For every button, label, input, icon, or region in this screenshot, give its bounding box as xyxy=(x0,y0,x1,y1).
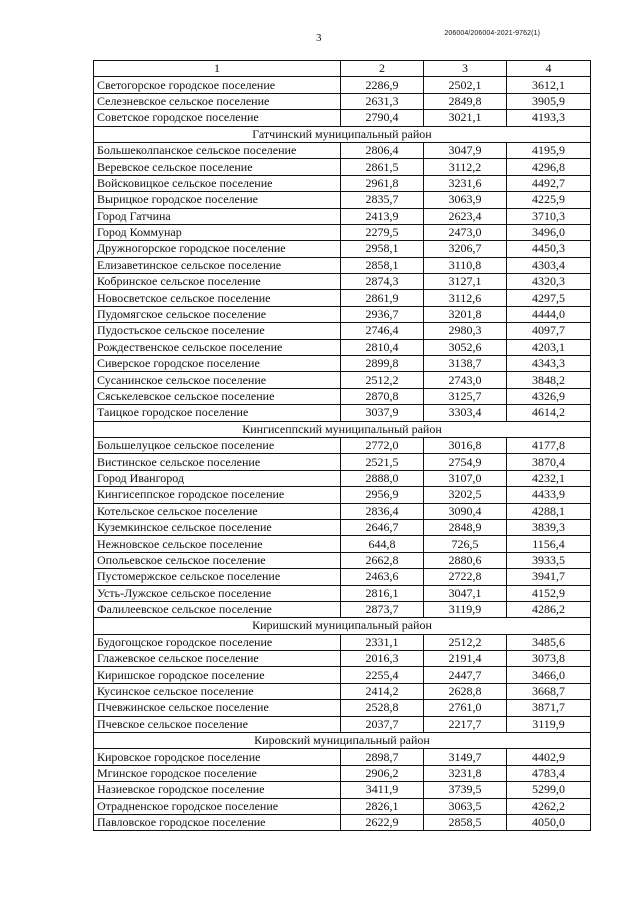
settlement-name-cell: Глажевское сельское поселение xyxy=(94,651,341,667)
settlement-name-cell: Куземкинское сельское поселение xyxy=(94,519,341,535)
settlement-name-cell: Сиверское городское поселение xyxy=(94,356,341,372)
value-cell: 3110,8 xyxy=(424,257,507,273)
table-row xyxy=(94,110,591,126)
settlement-name-cell: Павловское городское поселение xyxy=(94,814,341,830)
table-row xyxy=(94,372,591,388)
value-cell: 4177,8 xyxy=(507,437,591,453)
table-row xyxy=(94,77,591,93)
value-cell: 3739,5 xyxy=(424,782,507,798)
value-cell: 2848,9 xyxy=(424,519,507,535)
table-row xyxy=(94,208,591,224)
value-cell: 2512,2 xyxy=(424,634,507,650)
value-cell: 2880,6 xyxy=(424,552,507,568)
value-cell: 1156,4 xyxy=(507,536,591,552)
settlement-name-cell: Фалилеевское сельское поселение xyxy=(94,601,341,617)
section-header-row xyxy=(94,421,591,437)
value-cell: 4343,3 xyxy=(507,356,591,372)
table-row xyxy=(94,224,591,240)
settlement-name-cell: Сусанинское сельское поселение xyxy=(94,372,341,388)
column-header: 2 xyxy=(341,61,424,77)
value-cell: 2888,0 xyxy=(341,470,424,486)
value-cell: 2754,9 xyxy=(424,454,507,470)
value-cell: 4450,3 xyxy=(507,241,591,257)
value-cell: 3090,4 xyxy=(424,503,507,519)
table-row xyxy=(94,470,591,486)
settlement-name-cell: Сяськелевское сельское поселение xyxy=(94,388,341,404)
value-cell: 4296,8 xyxy=(507,159,591,175)
settlement-name-cell: Вырицкое городское поселение xyxy=(94,192,341,208)
table-row xyxy=(94,749,591,765)
value-cell: 2286,9 xyxy=(341,77,424,93)
settlement-name-cell: Город Гатчина xyxy=(94,208,341,224)
table-row xyxy=(94,798,591,814)
value-cell: 2521,5 xyxy=(341,454,424,470)
value-cell: 2623,4 xyxy=(424,208,507,224)
value-cell: 2413,9 xyxy=(341,208,424,224)
table-row xyxy=(94,601,591,617)
settlement-name-cell: Нежновское сельское поселение xyxy=(94,536,341,552)
value-cell: 4050,0 xyxy=(507,814,591,830)
value-cell: 2191,4 xyxy=(424,651,507,667)
table-row xyxy=(94,765,591,781)
table-row xyxy=(94,569,591,585)
value-cell: 4288,1 xyxy=(507,503,591,519)
value-cell: 3052,6 xyxy=(424,339,507,355)
value-cell: 2016,3 xyxy=(341,651,424,667)
value-cell: 3485,6 xyxy=(507,634,591,650)
value-cell: 3063,9 xyxy=(424,192,507,208)
value-cell: 2826,1 xyxy=(341,798,424,814)
table-row xyxy=(94,339,591,355)
value-cell: 3119,9 xyxy=(507,716,591,732)
value-cell: 3201,8 xyxy=(424,306,507,322)
value-cell: 3202,5 xyxy=(424,487,507,503)
value-cell: 3149,7 xyxy=(424,749,507,765)
value-cell: 3127,1 xyxy=(424,274,507,290)
table-row xyxy=(94,356,591,372)
value-cell: 2870,8 xyxy=(341,388,424,404)
table-row xyxy=(94,536,591,552)
value-cell: 4152,9 xyxy=(507,585,591,601)
value-cell: 4232,1 xyxy=(507,470,591,486)
settlement-name-cell: Пустомержское сельское поселение xyxy=(94,569,341,585)
value-cell: 3933,5 xyxy=(507,552,591,568)
value-cell: 3047,9 xyxy=(424,142,507,158)
table-row xyxy=(94,454,591,470)
value-cell: 2874,3 xyxy=(341,274,424,290)
value-cell: 2528,8 xyxy=(341,700,424,716)
table-row xyxy=(94,323,591,339)
table-row xyxy=(94,634,591,650)
value-cell: 2722,8 xyxy=(424,569,507,585)
value-cell: 2746,4 xyxy=(341,323,424,339)
table-header-row xyxy=(94,61,591,77)
table-row xyxy=(94,257,591,273)
table-row xyxy=(94,519,591,535)
value-cell: 3303,4 xyxy=(424,405,507,421)
value-cell: 2816,1 xyxy=(341,585,424,601)
value-cell: 2835,7 xyxy=(341,192,424,208)
value-cell: 3206,7 xyxy=(424,241,507,257)
value-cell: 2279,5 xyxy=(341,224,424,240)
value-cell: 3138,7 xyxy=(424,356,507,372)
settlement-name-cell: Елизаветинское сельское поселение xyxy=(94,257,341,273)
value-cell: 2743,0 xyxy=(424,372,507,388)
value-cell: 3119,9 xyxy=(424,601,507,617)
settlement-name-cell: Пчевское сельское поселение xyxy=(94,716,341,732)
value-cell: 2037,7 xyxy=(341,716,424,732)
value-cell: 3941,7 xyxy=(507,569,591,585)
table-row xyxy=(94,683,591,699)
value-cell: 4262,2 xyxy=(507,798,591,814)
table-row xyxy=(94,552,591,568)
section-title: Гатчинский муниципальный район xyxy=(94,126,591,142)
value-cell: 3848,2 xyxy=(507,372,591,388)
table-row xyxy=(94,93,591,109)
value-cell: 5299,0 xyxy=(507,782,591,798)
value-cell: 2906,2 xyxy=(341,765,424,781)
value-cell: 3668,7 xyxy=(507,683,591,699)
value-cell: 2463,6 xyxy=(341,569,424,585)
table-row xyxy=(94,700,591,716)
value-cell: 3047,1 xyxy=(424,585,507,601)
settlement-name-cell: Веревское сельское поселение xyxy=(94,159,341,175)
table-row xyxy=(94,290,591,306)
table-row xyxy=(94,388,591,404)
settlement-name-cell: Пчевжинское сельское поселение xyxy=(94,700,341,716)
table-row xyxy=(94,405,591,421)
value-cell: 4195,9 xyxy=(507,142,591,158)
value-cell: 2806,4 xyxy=(341,142,424,158)
section-title: Кингисеппский муниципальный район xyxy=(94,421,591,437)
value-cell: 4225,9 xyxy=(507,192,591,208)
data-table xyxy=(93,60,591,831)
section-header-row xyxy=(94,618,591,634)
table-row xyxy=(94,585,591,601)
value-cell: 726,5 xyxy=(424,536,507,552)
value-cell: 2956,9 xyxy=(341,487,424,503)
value-cell: 2899,8 xyxy=(341,356,424,372)
settlement-name-cell: Селезневское сельское поселение xyxy=(94,93,341,109)
table-row xyxy=(94,159,591,175)
settlement-name-cell: Кусинское сельское поселение xyxy=(94,683,341,699)
section-title: Киришский муниципальный район xyxy=(94,618,591,634)
value-cell: 2622,9 xyxy=(341,814,424,830)
value-cell: 2662,8 xyxy=(341,552,424,568)
table-row xyxy=(94,192,591,208)
page-number: 3 xyxy=(316,32,322,44)
value-cell: 4326,9 xyxy=(507,388,591,404)
value-cell: 4433,9 xyxy=(507,487,591,503)
value-cell: 2861,9 xyxy=(341,290,424,306)
value-cell: 3112,6 xyxy=(424,290,507,306)
table-row xyxy=(94,487,591,503)
table-row xyxy=(94,667,591,683)
value-cell: 4193,3 xyxy=(507,110,591,126)
value-cell: 2861,5 xyxy=(341,159,424,175)
value-cell: 3411,9 xyxy=(341,782,424,798)
value-cell: 3905,9 xyxy=(507,93,591,109)
table-row xyxy=(94,142,591,158)
value-cell: 2936,7 xyxy=(341,306,424,322)
table-row xyxy=(94,306,591,322)
value-cell: 2961,8 xyxy=(341,175,424,191)
value-cell: 2858,1 xyxy=(341,257,424,273)
value-cell: 2761,0 xyxy=(424,700,507,716)
value-cell: 3612,1 xyxy=(507,77,591,93)
table-body xyxy=(94,77,591,831)
settlement-name-cell: Таицкое городское поселение xyxy=(94,405,341,421)
settlement-name-cell: Светогорское городское поселение xyxy=(94,77,341,93)
value-cell: 2810,4 xyxy=(341,339,424,355)
value-cell: 3839,3 xyxy=(507,519,591,535)
settlement-name-cell: Назиевское городское поселение xyxy=(94,782,341,798)
settlement-name-cell: Советское городское поселение xyxy=(94,110,341,126)
settlement-name-cell: Котельское сельское поселение xyxy=(94,503,341,519)
settlement-name-cell: Рождественское сельское поселение xyxy=(94,339,341,355)
value-cell: 4203,1 xyxy=(507,339,591,355)
table-row xyxy=(94,175,591,191)
section-header-row xyxy=(94,126,591,142)
value-cell: 4783,4 xyxy=(507,765,591,781)
value-cell: 3871,7 xyxy=(507,700,591,716)
settlement-name-cell: Опольевское сельское поселение xyxy=(94,552,341,568)
value-cell: 2512,2 xyxy=(341,372,424,388)
value-cell: 2631,3 xyxy=(341,93,424,109)
settlement-name-cell: Кировское городское поселение xyxy=(94,749,341,765)
table-row xyxy=(94,241,591,257)
column-header: 4 xyxy=(507,61,591,77)
value-cell: 4492,7 xyxy=(507,175,591,191)
value-cell: 4614,2 xyxy=(507,405,591,421)
value-cell: 3112,2 xyxy=(424,159,507,175)
table-row xyxy=(94,437,591,453)
section-header-row xyxy=(94,733,591,749)
value-cell: 3231,6 xyxy=(424,175,507,191)
settlement-name-cell: Будогощское городское поселение xyxy=(94,634,341,650)
table-row xyxy=(94,651,591,667)
settlement-name-cell: Мгинское городское поселение xyxy=(94,765,341,781)
value-cell: 2217,7 xyxy=(424,716,507,732)
value-cell: 4402,9 xyxy=(507,749,591,765)
value-cell: 2628,8 xyxy=(424,683,507,699)
value-cell: 2898,7 xyxy=(341,749,424,765)
settlement-name-cell: Большелуцкое сельское поселение xyxy=(94,437,341,453)
value-cell: 3231,8 xyxy=(424,765,507,781)
value-cell: 2646,7 xyxy=(341,519,424,535)
value-cell: 3496,0 xyxy=(507,224,591,240)
value-cell: 2790,4 xyxy=(341,110,424,126)
value-cell: 3037,9 xyxy=(341,405,424,421)
value-cell: 2447,7 xyxy=(424,667,507,683)
value-cell: 2255,4 xyxy=(341,667,424,683)
value-cell: 2331,1 xyxy=(341,634,424,650)
settlement-name-cell: Киришское городское поселение xyxy=(94,667,341,683)
value-cell: 2772,0 xyxy=(341,437,424,453)
value-cell: 3016,8 xyxy=(424,437,507,453)
table-row xyxy=(94,814,591,830)
value-cell: 3125,7 xyxy=(424,388,507,404)
value-cell: 3073,8 xyxy=(507,651,591,667)
settlement-name-cell: Новосветское сельское поселение xyxy=(94,290,341,306)
document-id: 206004/206004-2021-9762(1) xyxy=(444,30,540,37)
value-cell: 3870,4 xyxy=(507,454,591,470)
settlement-name-cell: Город Ивангород xyxy=(94,470,341,486)
column-header: 3 xyxy=(424,61,507,77)
value-cell: 4297,5 xyxy=(507,290,591,306)
value-cell: 2873,7 xyxy=(341,601,424,617)
table-row xyxy=(94,503,591,519)
value-cell: 4444,0 xyxy=(507,306,591,322)
settlement-name-cell: Усть-Лужское сельское поселение xyxy=(94,585,341,601)
value-cell: 2849,8 xyxy=(424,93,507,109)
value-cell: 3021,1 xyxy=(424,110,507,126)
value-cell: 3063,5 xyxy=(424,798,507,814)
settlement-name-cell: Кобринское сельское поселение xyxy=(94,274,341,290)
section-title: Кировский муниципальный район xyxy=(94,733,591,749)
value-cell: 2473,0 xyxy=(424,224,507,240)
value-cell: 2958,1 xyxy=(341,241,424,257)
settlement-name-cell: Дружногорское городское поселение xyxy=(94,241,341,257)
value-cell: 2858,5 xyxy=(424,814,507,830)
table-row xyxy=(94,716,591,732)
settlement-name-cell: Пудостьское сельское поселение xyxy=(94,323,341,339)
value-cell: 4097,7 xyxy=(507,323,591,339)
settlement-name-cell: Войсковицкое сельское поселение xyxy=(94,175,341,191)
settlement-name-cell: Кингисеппское городское поселение xyxy=(94,487,341,503)
value-cell: 4320,3 xyxy=(507,274,591,290)
settlement-name-cell: Отрадненское городское поселение xyxy=(94,798,341,814)
table-row xyxy=(94,782,591,798)
value-cell: 3710,3 xyxy=(507,208,591,224)
settlement-name-cell: Пудомягское сельское поселение xyxy=(94,306,341,322)
settlement-name-cell: Большеколпанское сельское поселение xyxy=(94,142,341,158)
value-cell: 644,8 xyxy=(341,536,424,552)
value-cell: 2836,4 xyxy=(341,503,424,519)
table-row xyxy=(94,274,591,290)
value-cell: 2502,1 xyxy=(424,77,507,93)
settlement-name-cell: Город Коммунар xyxy=(94,224,341,240)
value-cell: 3107,0 xyxy=(424,470,507,486)
value-cell: 2414,2 xyxy=(341,683,424,699)
value-cell: 3466,0 xyxy=(507,667,591,683)
value-cell: 2980,3 xyxy=(424,323,507,339)
value-cell: 4286,2 xyxy=(507,601,591,617)
settlement-name-cell: Вистинское сельское поселение xyxy=(94,454,341,470)
column-header: 1 xyxy=(94,61,341,77)
value-cell: 4303,4 xyxy=(507,257,591,273)
